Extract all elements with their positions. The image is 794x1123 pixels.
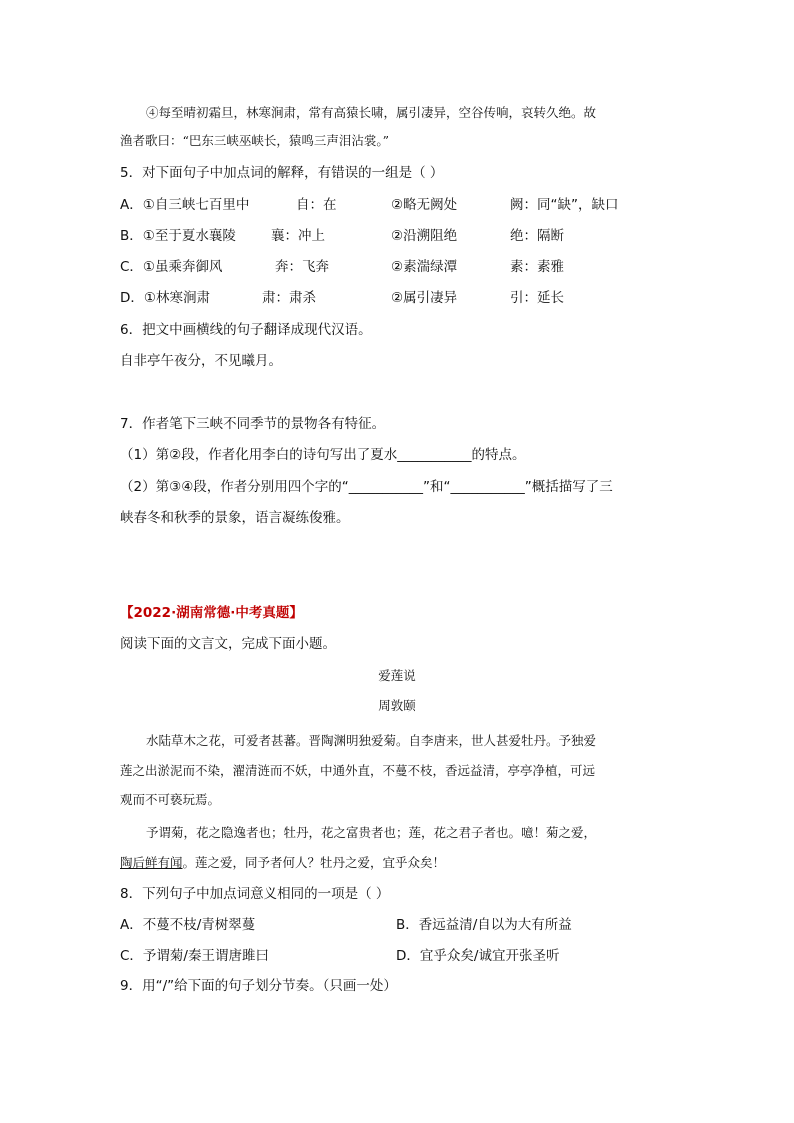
q7-sub2-line1: （2）第③④段，作者分别用四个字的“___________”和“___________”概括描写了三 (120, 479, 613, 495)
section2-instruction: 阅读下面的文言文，完成下面小题。 (120, 636, 336, 652)
q5-a-gloss1: 自：在 (296, 197, 337, 213)
section2-source-tag: 【2022·湖南常德·中考真题】 (120, 605, 303, 621)
q9-stem: 9．用“/”给下面的句子划分节奏。（只画一处） (120, 978, 397, 994)
q5-b-gloss2: 绝：隔断 (510, 228, 564, 244)
q7-sub1: （1）第②段，作者化用李白的诗句写出了夏水___________的特点。 (120, 447, 526, 463)
q8-stem: 8．下列句子中加点词意义相同的一项是（ ） (120, 886, 390, 902)
q8-option-d: D．宜乎众矣/诚宜开张圣听 (396, 948, 560, 964)
q5-c-gloss2: 素：素雅 (510, 259, 564, 275)
q5-d-sentence2: ②属引凄异 (391, 290, 458, 306)
q8-option-a: A．不蔓不枝/青树翠蔓 (120, 917, 256, 933)
q5-option-a (120, 195, 720, 215)
q5-c-sentence1: C．①虽乘奔御风 (120, 259, 223, 275)
q6-sentence: 自非亭午夜分，不见曦月。 (120, 353, 282, 369)
passage1-para4-line1: ④每至晴初霜旦，林寒涧肃，常有高猿长啸，属引凄异，空谷传响，哀转久绝。故 (146, 105, 597, 120)
q5-option-c (120, 257, 720, 277)
q5-b-sentence2: ②沿溯阻绝 (391, 228, 458, 244)
q5-a-sentence1: A．①自三峡七百里中 (120, 197, 250, 213)
passage2-p2-line1: 予谓菊，花之隐逸者也；牡丹，花之富贵者也；莲，花之君子者也。噫！菊之爱， (146, 825, 597, 840)
passage2-author: 周敦颐 (378, 698, 416, 713)
q5-b-gloss1: 襄：冲上 (271, 228, 325, 244)
passage2-p1-line1: 水陆草木之花，可爱者甚蕃。晋陶渊明独爱菊。自李唐来，世人甚爱牡丹。予独爱 (146, 733, 597, 748)
q7-sub2-line2: 峡春冬和秋季的景象，语言凝练俊雅。 (120, 510, 350, 526)
passage2-p2-line2 (120, 853, 445, 873)
passage2-p1-line3: 观而不可亵玩焉。 (120, 792, 221, 807)
passage2-p1-line2: 莲之出淤泥而不染，濯清涟而不妖，中通外直，不蔓不枝，香远益清，亭亭净植，可远 (120, 763, 596, 778)
passage2-underlined-sentence: 陶后鲜有闻 (120, 855, 183, 870)
q5-d-sentence1: D．①林寒涧肃 (120, 290, 210, 306)
passage2-p2-line2-rest: 。莲之爱，同予者何人？牡丹之爱，宜乎众矣！ (182, 855, 446, 870)
q5-d-gloss1: 肃：肃杀 (262, 290, 316, 306)
q6-stem: 6．把文中画横线的句子翻译成现代汉语。 (120, 322, 372, 338)
q5-option-b (120, 226, 720, 246)
q5-a-sentence2: ②略无阙处 (391, 197, 458, 213)
q5-c-gloss1: 奔：飞奔 (275, 259, 329, 275)
q5-stem: 5．对下面句子中加点词的解释，有错误的一组是（ ） (120, 165, 444, 181)
q5-option-d (120, 288, 720, 308)
q8-option-c: C．予谓菊/秦王谓唐雎曰 (120, 948, 269, 964)
q5-d-gloss2: 引：延长 (510, 290, 564, 306)
q5-a-gloss2: 阙：同“缺”，缺口 (510, 197, 619, 213)
q8-option-b: B．香远益清/自以为大有所益 (396, 917, 572, 933)
passage1-para4-line2: 渔者歌曰：“巴东三峡巫峡长，猿鸣三声泪沾裳。” (120, 133, 390, 148)
q5-c-sentence2: ②素湍绿潭 (391, 259, 458, 275)
q7-stem: 7．作者笔下三峡不同季节的景物各有特征。 (120, 416, 386, 432)
passage2-title: 爱莲说 (378, 668, 416, 683)
q5-b-sentence1: B．①至于夏水襄陵 (120, 228, 236, 244)
